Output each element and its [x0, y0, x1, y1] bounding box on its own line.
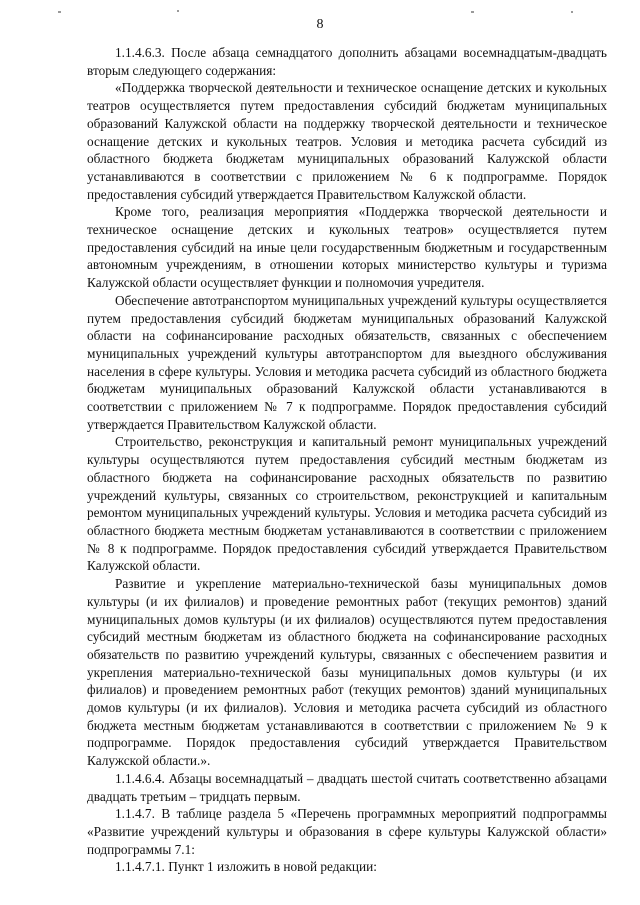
paragraph-amendment-1-1-4-6-3: 1.1.4.6.3. После абзаца семнадцатого дополнить абзацами восемнадцатым-двадцать вторым следующего содержания: — [87, 45, 607, 78]
paragraph-amendment-1-1-4-7-1: 1.1.4.7.1. Пункт 1 изложить в новой редакции: — [115, 859, 377, 875]
paragraph-amendment-1-1-4-6-4: 1.1.4.6.4. Абзацы восемнадцатый – двадцать шестой считать соответственно абзацами двадцать третьим – тридцать первым. — [87, 770, 607, 804]
paragraph-houses-of-culture: Развитие и укрепление материально-технической базы муниципальных домов культуры (и их филиалов) и проведение ремонтных работ (текущих ремонтов) зданий муниципальных домов культуры (и их филиалов) осуществляются путем предоставления субсидий местным бюджетам из областного бюджета на софинансирование расходных обязательств по развитию учреждений культуры, связанных с обеспечением развития и укрепления материально-технической базы муниципальных домов культуры (и их филиалов) и проведением ремонтных работ (текущих ремонтов) зданий муниципальных домов культуры (и их филиалов). Условия и методика расчета субсидий из областного бюджета местным бюджетам устанавливаются в соответствии с приложением № 9 к подпрограмме. Порядок предоставления субсидий утверждается Правительством Калужской области.». — [87, 576, 607, 769]
paragraph-vehicles: Обеспечение автотранспортом муниципальных учреждений культуры осуществляется путем предоставления субсидий бюджетам муниципальных образований Калужской области на софинансирование расходных обязательств, связанных с обеспечением муниципальных учреждений культуры автотранспортом для выездного обслуживания населения в сфере культуры. Условия и методика расчета субсидий из областного бюджета бюджетам муниципальных образований Калужской области устанавливаются в соответствии с приложением № 7 к подпрограмме. Порядок предоставления субсидий утверждается Правительством Калужской области. — [87, 292, 607, 432]
paragraph-amendment-1-1-4-7: 1.1.4.7. В таблице раздела 5 «Перечень программных мероприятий подпрограммы «Развитие учреждений культуры и образования в сфере культуры Калужской области» подпрограммы 7.1: — [87, 806, 607, 857]
scan-mark — [58, 11, 61, 13]
paragraph-other-subsidies: Кроме того, реализация мероприятия «Поддержка творческой деятельности и техническое оснащение детских и кукольных театров» осуществляется путем предоставления субсидий на иные цели государственным бюджетным и государственным автономным учреждениям, в отношении которых министерство культуры и туризма Калужской области осуществляет функции и полномочия учредителя. — [87, 204, 607, 291]
page-number: 8 — [316, 17, 324, 32]
document-body — [87, 44, 607, 876]
paragraph-theatre-support: «Поддержка творческой деятельности и техническое оснащение детских и кукольных театров осуществляется путем предоставления субсидий бюджетам муниципальных образований Калужской области на поддержку творческой деятельности и техническое оснащение детских и кукольных театров. Условия и методика расчета субсидий из областного бюджета бюджетам муниципальных образований Калужской области устанавливаются в соответствии с приложением № 6 к подпрограмме. Порядок предоставления субсидий утверждается Правительством Калужской области. — [87, 80, 607, 202]
paragraph-construction: Строительство, реконструкция и капитальный ремонт муниципальных учреждений культуры осуществляются путем предоставления субсидий местным бюджетам из областного бюджета на софинансирование расходных обязательств по развитию учреждений культуры, связанных со строительством, реконструкцией и капитальным ремонтом муниципальных учреждений культуры. Условия и методика расчета субсидий из областного бюджета местным бюджетам устанавливаются в соответствии с приложением № 8 к подпрограмме. Порядок предоставления субсидий утверждается Правительством Калужской области. — [87, 434, 607, 574]
scan-mark — [177, 10, 179, 12]
scan-mark — [571, 11, 573, 13]
scan-mark — [471, 11, 474, 13]
